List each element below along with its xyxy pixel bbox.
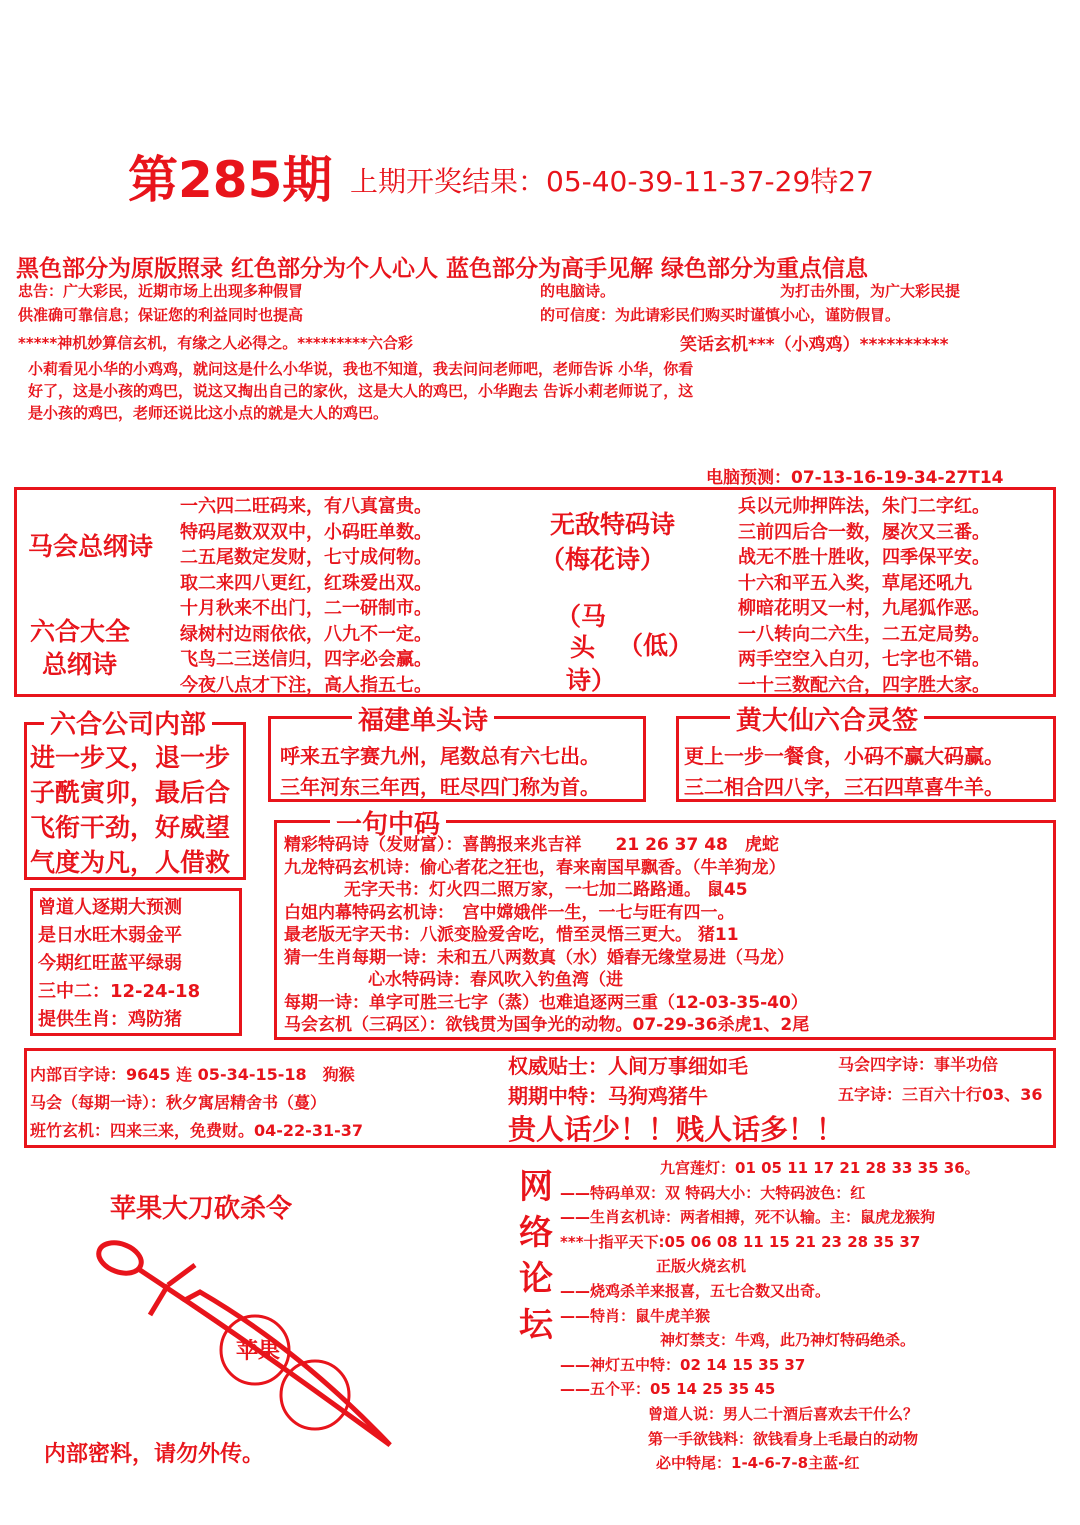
joke-line3: 是小孩的鸡巴，老师还说比这小点的就是大人的鸡巴。	[28, 404, 389, 422]
company-line: 气度为凡，人借救	[30, 848, 231, 877]
yiju-line: 猜一生肖每期一诗：未和五八两数真（水）婚春无缘堂易进（马龙）	[284, 947, 794, 968]
poem-lines-left	[180, 494, 432, 698]
forum-line: 必中特尾：1-4-6-7-8主蓝-红	[656, 1454, 860, 1473]
fujian-title: 福建单头诗	[352, 700, 494, 737]
poem-label-liuhe-2: 总纲诗	[42, 650, 118, 679]
issue-number: 第285期	[128, 151, 333, 209]
forum-line: ——特码单双：双 特码大小：大特码波色：红	[560, 1183, 866, 1202]
emblem-text: 苹果	[236, 1339, 281, 1364]
forum-char: 络	[519, 1213, 553, 1253]
poem-mid-c: （低）	[618, 631, 694, 660]
emblem-circles	[221, 1316, 349, 1429]
forum-lines	[560, 1156, 980, 1476]
poem-right-line: 三前四后合一数，屡次又三番。	[738, 521, 990, 543]
knife-title: 苹果大刀砍杀令	[110, 1194, 293, 1224]
color-legend: 黑色部分为原版照录 红色部分为个人心人 蓝色部分为高手见解 绿色部分为重点信息	[16, 256, 869, 282]
knife-caption: 内部密料，请勿外传。	[44, 1442, 265, 1467]
knife-emblem-icon	[90, 1230, 420, 1460]
poem-label-mahui: 马会总纲诗	[28, 532, 154, 561]
notice-right-line2: 的可信度：为此请彩民们购买时谨慎小心，谨防假冒。	[540, 306, 901, 324]
poem-mid-title1: 无敌特码诗	[550, 510, 676, 539]
yiju-line: 马会玄机（三码区）：欲钱贯为国争光的动物。07-29-36杀虎1、2尾	[284, 1015, 810, 1035]
forum-line: 九宫莲灯：01 05 11 17 21 28 33 35 36。	[660, 1159, 980, 1177]
poem-left-line: 取二来四八更红，红珠爱出双。	[180, 572, 432, 594]
forum-char: 坛	[519, 1305, 553, 1345]
daoren-line: 三中二：12-24-18	[38, 981, 201, 1002]
poem-mid-b: 头	[570, 633, 596, 662]
forum-line: ——五个平：05 14 25 35 45	[560, 1380, 776, 1399]
daoren-title: 曾道人逐期大预测	[38, 897, 182, 918]
joke-title-left: *****神机妙算信玄机，有缘之人必得之。*********六合彩	[18, 334, 413, 352]
poem-left-line: 二五尾数定发财，七寸成何物。	[180, 547, 432, 568]
daoren-line: 今期红旺蓝平绿弱	[38, 953, 182, 974]
company-line: 进一步又，退一步	[30, 743, 231, 772]
yiju-line: 无字天书：灯火四二照万家，一七加二路路通。 鼠45	[344, 880, 748, 900]
forum-line: 曾道人说：男人二十酒后喜欢去干什么？	[648, 1404, 919, 1423]
forum-line: ***十指平天下:05 06 08 11 15 21 23 28 35 37	[560, 1232, 921, 1251]
poem-right-line: 一八转向二六生，二五定局势。	[738, 623, 990, 645]
five-char-poem: 五字诗：三百六十行03、36	[838, 1085, 1043, 1104]
poem-right-line: 战无不胜十胜收，四季保平安。	[738, 547, 990, 568]
forum-line: ——特肖：鼠牛虎羊猴	[560, 1306, 711, 1325]
daoren-line: 是日水旺木弱金平	[38, 925, 182, 946]
forum-line: ——神灯五中特：02 14 15 35 37	[560, 1355, 806, 1374]
company-line: 飞衔干劲，好威望	[30, 813, 231, 842]
wongtaisin-line1: 更上一步一餐食，小码不赢大码赢。	[684, 744, 1004, 768]
poem-left-line: 特码尾数双双中，小码旺单数。	[180, 521, 432, 543]
poem-right-line: 一十三数配六合，四字胜大家。	[738, 674, 990, 696]
forum-line: ——烧鸡杀羊来报喜，五七合数又出奇。	[560, 1281, 831, 1300]
forum-char: 网	[519, 1167, 553, 1207]
last-result: 上期开奖结果：05-40-39-11-37-29特27	[350, 165, 874, 198]
mahui-four-char: 马会四字诗：事半功倍	[838, 1055, 999, 1074]
poem-right-line: 柳暗花明又一村，九尾狐作恶。	[738, 598, 990, 619]
notice-left-line1: 忠告：广大彩民，近期市场上出现多种假冒	[18, 282, 304, 300]
yiju-line: 白姐内幕特码玄机诗： 宫中嫦娥伴一生，一七与旺有四一。	[284, 902, 735, 923]
poem-right-line: 两手空空入白刃，七字也不错。	[738, 649, 990, 670]
poem-left-line: 绿树村边雨依依，八九不一定。	[180, 623, 432, 645]
notice-right-line1b: 为打击外围，为广大彩民提	[780, 282, 961, 300]
poem-mid-a: （马	[556, 602, 607, 631]
yiju-line: 九龙特码玄机诗：偷心者花之狂也，春来南国早飘香。（牛羊狗龙）	[284, 857, 786, 878]
yiju-line: 最老版无字天书：八派变脸爱舍吃，惜至灵悟三更大。 猪11	[284, 925, 739, 945]
forum-line: ——生肖玄机诗：两者相搏，死不认输。主：鼠虎龙猴狗	[560, 1208, 936, 1227]
slogan: 贵人话少！！贱人话多！！	[508, 1113, 845, 1146]
company-title: 六合公司内部	[44, 704, 212, 741]
forum-char: 论	[519, 1259, 553, 1299]
fujian-line1: 呼来五字赛九州，尾数总有六七出。	[280, 744, 600, 768]
notice-left-line2: 供准确可靠信息；保证您的利益同时也提高	[18, 306, 304, 324]
company-lines	[30, 740, 230, 880]
yiju-line: 精彩特码诗（发财富）：喜鹊报来兆吉祥 21 26 37 48 虎蛇	[284, 835, 779, 855]
fujian-line2: 三年河东三年西，旺尽四门称为首。	[280, 775, 600, 799]
wongtaisin-line2: 三二相合四八字，三石四草喜牛羊。	[684, 775, 1004, 799]
yiju-lines	[284, 834, 809, 1037]
poem-label-liuhe-1: 六合大全	[30, 617, 131, 646]
forum-line: 正版火烧玄机	[656, 1257, 747, 1276]
yiju-line: 心水特码诗：春风吹入钓鱼湾（进	[368, 970, 623, 990]
forum-vertical-title	[514, 1164, 558, 1348]
company-line: 子酰寅卯，最后合	[30, 778, 231, 807]
poem-left-line: 今夜八点才下注，高人指五七。	[180, 674, 432, 696]
period-special: 期期中特：马狗鸡猪牛	[508, 1084, 708, 1108]
poem-lines-right	[738, 494, 990, 698]
poem-right-line: 兵以元帅押阵法，朱门二字红。	[738, 496, 990, 517]
yiju-line: 每期一诗：单字可胜三七字（蒸）也难追逐两三重（12-03-35-40）	[284, 992, 808, 1013]
bottom-left-line1: 内部百字诗：9645 连 05-34-15-18 狗猴	[30, 1065, 355, 1084]
bottom-left-line2: 马会（每期一诗）：秋夕寓居精舍书（蔓）	[30, 1093, 327, 1112]
poem-left-line: 十月秋来不出门，二一研制市。	[180, 598, 432, 619]
forum-line: 第一手欲钱料：欲钱看身上毛最白的动物	[648, 1429, 919, 1448]
poem-left-line: 飞鸟二三送信归，四字必会赢。	[180, 649, 432, 670]
poem-mid-title2: （梅花诗）	[540, 545, 666, 574]
authority-tip: 权威贴士：人间万事细如毛	[508, 1054, 748, 1078]
poem-right-line: 十六和平五入奖，草尾还吼九	[738, 572, 972, 594]
joke-line2: 好了，这是小孩的鸡巴，说这又掏出自己的家伙，这是大人的鸡巴，小华跑去 告诉小莉老师说了，这	[28, 382, 694, 400]
yiju-title: 一句中码	[330, 804, 446, 841]
wongtaisin-title: 黄大仙六合灵签	[730, 700, 924, 737]
poem-left-line: 一六四二旺码来，有八真富贵。	[180, 496, 432, 517]
joke-title-right: 笑话玄机***（小鸡鸡）**********	[680, 335, 949, 355]
bottom-left-line3: 班竹玄机：四来三来，免费财。04-22-31-37	[30, 1121, 363, 1140]
notice-right-line1a: 的电脑诗。	[540, 282, 616, 300]
forum-line: 神灯禁支：牛鸡，此乃神灯特码绝杀。	[660, 1331, 916, 1350]
poem-mid-d: 诗）	[566, 666, 617, 695]
computer-prediction: 电脑预测：07-13-16-19-34-27T14	[706, 468, 1004, 488]
joke-line1: 小莉看见小华的小鸡鸡，就问这是什么小华说，我也不知道，我去问问老师吧，老师告诉 小华，你看	[28, 360, 694, 378]
daoren-lines	[38, 894, 200, 1034]
daoren-line: 提供生肖：鸡防猪	[38, 1009, 182, 1030]
